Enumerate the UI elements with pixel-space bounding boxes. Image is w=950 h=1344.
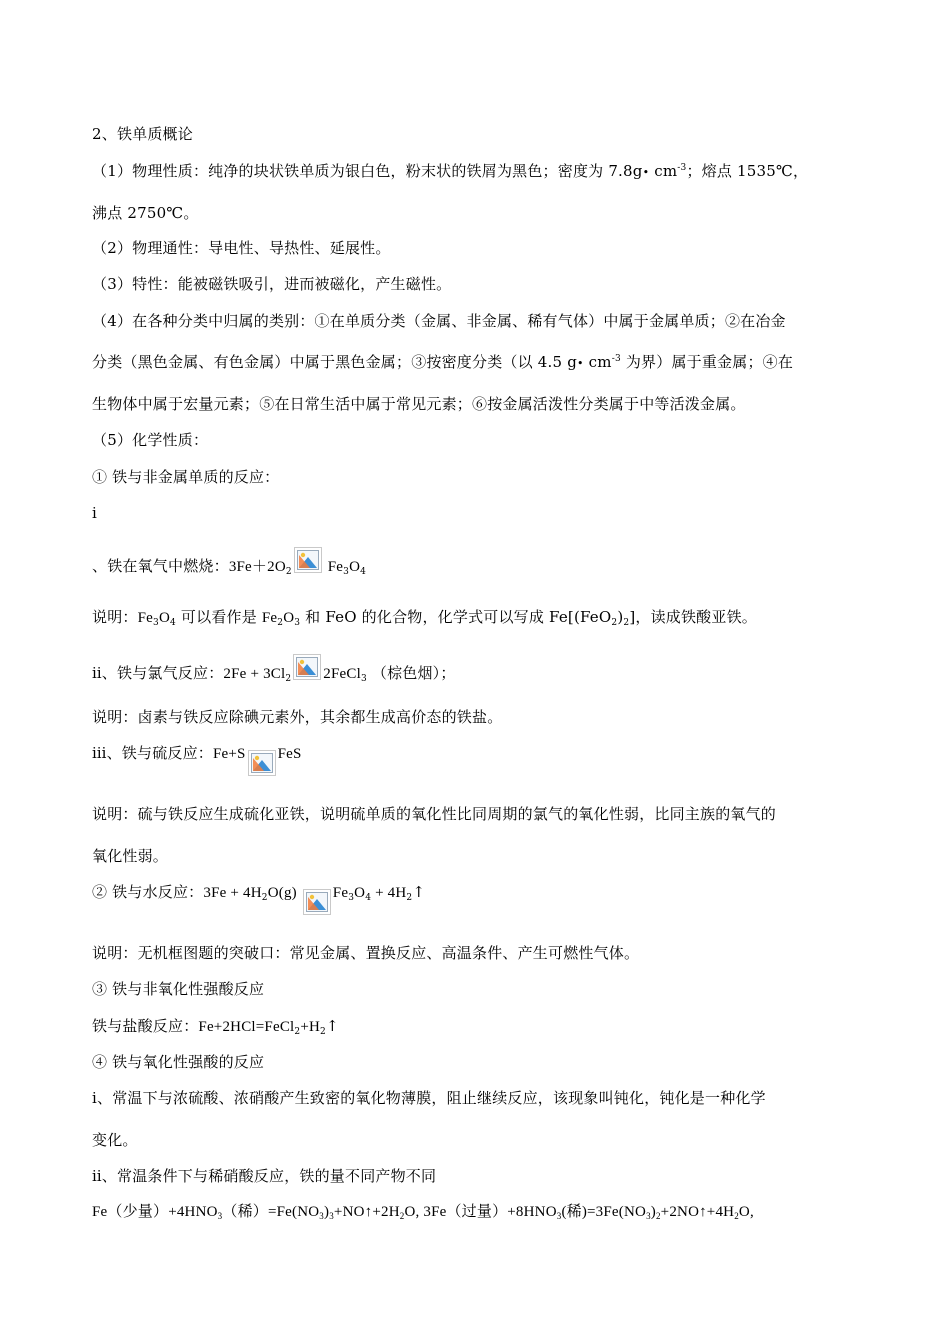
text: 说明：无机框图题的突破口：常见金属、置换反应、高温条件、产生可燃性气体。 <box>92 944 640 962</box>
text: 和 FeO 的化合物，化学式可以写成 Fe[(FeO <box>300 608 612 626</box>
passivation-1 <box>92 1088 766 1108</box>
broken-image-icon <box>248 750 276 776</box>
subscript: 3 <box>217 1211 223 1221</box>
text: 可以看作是 <box>175 608 262 626</box>
formula: O(g) <box>267 885 301 901</box>
subscript: 2 <box>261 893 268 903</box>
note-halogen <box>92 707 502 727</box>
superscript: -3 <box>677 163 687 173</box>
subsection-nonoxidizing-acid <box>92 979 264 999</box>
formula: O <box>349 559 361 575</box>
formula: 2FeCl <box>323 666 361 682</box>
paragraph-physical-general <box>92 238 391 258</box>
subscript: 2 <box>611 618 618 628</box>
text: 分类（黑色金属、有色金属）中属于黑色金属；③按密度分类（以 4.5 g <box>92 353 577 371</box>
text: 生物体中属于宏量元素；⑤在日常生活中属于常见元素；⑥按金属活泼性分类属于中等活泼金属。 <box>92 395 746 413</box>
formula: Fe <box>332 885 349 901</box>
subscript: 4 <box>365 893 372 903</box>
note-fe3o4 <box>92 607 757 628</box>
gas-arrow: ↑ <box>412 883 426 901</box>
note-sulfur-2 <box>92 846 168 866</box>
formula: 3Fe＋2O <box>228 559 286 575</box>
paragraph-special-property <box>92 274 451 294</box>
text: 铁与盐酸反应： <box>92 1017 199 1035</box>
text: cm <box>583 353 612 371</box>
formula: Fe+2HCl=FeCl <box>198 1019 295 1035</box>
paragraph-classification-3 <box>92 394 746 414</box>
reaction-iron-hcl <box>92 1016 339 1037</box>
subscript: 3 <box>360 674 367 684</box>
gas-arrow: ↑ <box>325 1017 339 1035</box>
dilute-nitric-intro <box>92 1166 436 1186</box>
reaction-iron-nitric <box>92 1202 754 1222</box>
subscript: 3 <box>329 1211 334 1221</box>
note-sulfur-1 <box>92 804 776 824</box>
reaction-iron-sulfur <box>92 743 302 776</box>
broken-image-icon <box>294 547 322 573</box>
formula: Fe <box>323 559 344 575</box>
text: ③ 铁与非氧化性强酸反应 <box>92 980 265 998</box>
text: 为界）属于重金属；④在 <box>620 353 794 371</box>
formula: Fe <box>261 610 278 626</box>
subscript: 2 <box>655 1211 661 1221</box>
formula: 3Fe + 4H <box>203 885 262 901</box>
subscript: 2 <box>294 1027 301 1037</box>
text: ；熔点 1535℃， <box>686 162 809 180</box>
note-inorganic <box>92 943 639 963</box>
subscript: 2 <box>277 618 284 628</box>
text: 说明：硫与铁反应生成硫化亚铁，说明硫单质的氧化性比同周期的氯气的氧化性弱，比同主族的氧气的 <box>92 805 777 823</box>
formula: Fe+S <box>213 746 246 762</box>
text: （3）特性：能被磁铁吸引，进而被磁化，产生磁性。 <box>92 275 452 293</box>
text: ⅱ、铁与氯气反应： <box>92 664 224 682</box>
text: ]，读成铁酸亚铁。 <box>629 608 757 626</box>
formula: +H <box>300 1019 321 1035</box>
formula: FeS <box>277 746 302 762</box>
subscript: 3 <box>319 1211 324 1221</box>
text: cm <box>649 162 678 180</box>
text: ① 铁与非金属单质的反应： <box>92 468 280 486</box>
subscript: 2 <box>399 1211 405 1221</box>
subscript: 3 <box>153 618 159 628</box>
superscript: -3 <box>611 354 621 364</box>
text: 、铁在氧气中燃烧： <box>92 557 229 575</box>
subscript: 2 <box>734 1211 739 1221</box>
formula: ) <box>650 1204 656 1220</box>
paragraph-chemical-properties <box>92 430 208 450</box>
text: （5）化学性质： <box>92 431 209 449</box>
formula: ) <box>324 1204 330 1220</box>
subscript: 3 <box>294 618 301 628</box>
text: （2）物理通性：导电性、导热性、延展性。 <box>92 239 391 257</box>
text: 说明： <box>92 608 138 626</box>
text: ④ 铁与氧化性强酸的反应 <box>92 1053 265 1071</box>
subscript: 4 <box>360 567 367 577</box>
broken-image-icon <box>293 654 321 680</box>
subscript: 3 <box>348 893 355 903</box>
subscript: 2 <box>320 1027 326 1037</box>
paragraph-physical-properties <box>92 161 808 183</box>
passivation-2 <box>92 1130 138 1150</box>
subscript: 4 <box>170 618 176 628</box>
reaction-iron-chlorine <box>92 654 456 684</box>
text: ) <box>617 608 624 626</box>
text: （4）在各种分类中归属的类别：①在单质分类（金属、非金属、稀有气体）中属于金属单质；②在冶金 <box>92 312 786 330</box>
subsection-oxidizing-acid <box>92 1052 264 1072</box>
text: ⅲ、铁与硫反应： <box>92 744 213 762</box>
subscript: 3 <box>646 1211 651 1221</box>
formula: 2Fe + 3Cl <box>223 666 286 682</box>
paragraph-classification-2 <box>92 352 793 374</box>
text: ⅱ、常温条件下与稀硝酸反应，铁的量不同产物不同 <box>92 1167 437 1185</box>
formula: O <box>283 610 295 626</box>
formula: O, 3Fe（过量）+8HNO <box>404 1204 557 1220</box>
formula: +2NO↑+4H <box>660 1204 735 1220</box>
formula: (稀)=3Fe(NO <box>561 1204 647 1220</box>
text: 变化。 <box>92 1131 138 1149</box>
subscript: 2 <box>623 618 630 628</box>
text: （棕色烟）； <box>366 664 456 682</box>
formula: + 4H <box>371 885 407 901</box>
formula: Fe（少量）+4HNO <box>92 1204 218 1220</box>
roman-marker-i <box>92 503 97 523</box>
subsection-nonmetal-reaction <box>92 467 279 487</box>
formula: （稀）=Fe(NO <box>222 1204 320 1220</box>
text: • <box>642 166 650 179</box>
formula: Fe <box>137 610 154 626</box>
subscript: 3 <box>556 1211 562 1221</box>
paragraph-physical-properties-cont <box>92 203 199 223</box>
text: 沸点 2750℃。 <box>92 204 199 222</box>
text: 说明：卤素与铁反应除碘元素外，其余都生成高价态的铁盐。 <box>92 708 503 726</box>
reaction-iron-oxygen <box>92 547 366 577</box>
subscript: 3 <box>343 567 350 577</box>
broken-image-icon <box>303 889 331 915</box>
subscript: 2 <box>285 567 292 577</box>
text: （1）物理性质：纯净的块状铁单质为银白色，粉末状的铁屑为黑色；密度为 7.8g <box>92 162 643 180</box>
formula: O <box>158 610 170 626</box>
paragraph-classification-1 <box>92 311 786 331</box>
subscript: 2 <box>285 674 292 684</box>
text: • <box>577 357 584 370</box>
reaction-iron-water <box>92 882 425 915</box>
text: 氧化性弱。 <box>92 847 169 865</box>
heading-text: 2、铁单质概论 <box>92 125 193 143</box>
section-heading <box>92 124 193 144</box>
text: i <box>92 504 97 522</box>
formula: O, <box>738 1204 754 1220</box>
subscript: 2 <box>406 893 413 903</box>
formula: +NO↑+2H <box>333 1204 400 1220</box>
text: ⅰ、常温下与浓硫酸、浓硝酸产生致密的氧化物薄膜，阻止继续反应，该现象叫钝化，钝化是一种化学 <box>92 1089 766 1107</box>
formula: O <box>354 885 366 901</box>
text: ② 铁与水反应： <box>92 883 204 901</box>
